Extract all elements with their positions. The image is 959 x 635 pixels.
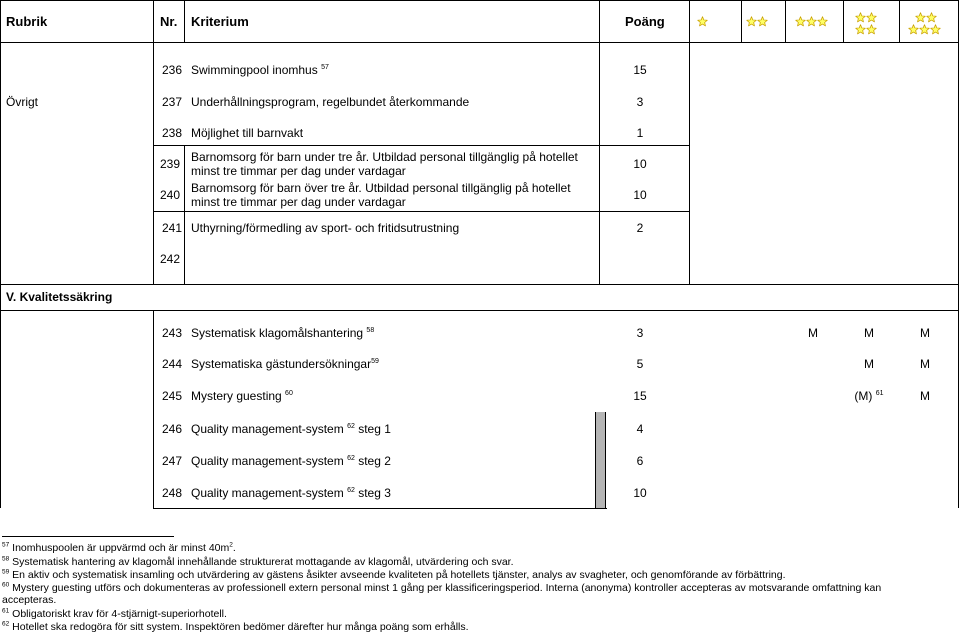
four-star-icon-bottom (855, 24, 877, 35)
rubrik-ovrigt: Övrigt (6, 95, 39, 109)
row-text: Quality management-system $^{62}$ steg 3 (191, 486, 391, 500)
star-icon (866, 12, 877, 23)
row-points: 15 (633, 389, 647, 403)
row-points: 15 (633, 63, 647, 77)
grid-hline (153, 145, 689, 146)
five-star-icon-top (915, 12, 937, 23)
row-text: Systematiska gästundersökningar$^{59}$ (191, 357, 379, 371)
row-nr: 237 (162, 95, 183, 109)
footnote-60: $^{60}$ Mystery guesting utförs och dokumenteras av professionell extern personal minst 1 gång per klassificeringsperiod. Interna (anonyma) kontroller accepteras av motsvarande omfattning kan accepteras. (2, 581, 882, 606)
grid-vline (0, 284, 1, 310)
row-points: 10 (633, 188, 647, 202)
row-text: Underhållningsprogram, regelbundet återkommande (191, 95, 470, 109)
row-nr: 246 (162, 422, 183, 436)
mark-4star: M (864, 357, 874, 371)
header-nr: Nr. (160, 14, 178, 29)
footnote-59: $^{59}$ En aktiv och systematisk insamling och utvärdering av gästens åsikter avseende kvaliteten på hotellets tjänster, analys av svagheter, och genomförande av förbättring. (2, 568, 786, 581)
row-text: Swimmingpool inomhus $^{57}$ (191, 63, 329, 77)
row-text-line1: Barnomsorg för barn under tre år. Utbildad personal tillgänglig på hotellet (191, 150, 578, 164)
mark-5star: M (920, 389, 930, 403)
mark-5star: M (920, 357, 930, 371)
row-points: 10 (633, 157, 647, 171)
row-points: 4 (636, 422, 644, 436)
star-icon (806, 16, 817, 27)
row-points: 5 (636, 357, 644, 371)
star-icon (930, 24, 941, 35)
row-nr: 242 (160, 252, 181, 266)
shaded-bar (596, 412, 605, 508)
footnote-57: $^{57}$ Inomhuspoolen är uppvärmd och är minst $40m^2$. (2, 541, 236, 554)
grid-vline (184, 145, 185, 284)
hdr-vline (899, 0, 900, 43)
row-points: 3 (636, 326, 644, 340)
row-nr: 236 (162, 63, 183, 77)
grid-vline (153, 310, 154, 508)
five-star-icon-bottom (908, 24, 941, 35)
star-icon (757, 16, 768, 27)
grid-vline (595, 412, 596, 508)
footnote-62: $^{62}$ Hotellet ska redogöra för sitt system. Inspektören bedömer därefter hur många poäng som erhålls. (2, 620, 469, 633)
star-icon (919, 24, 930, 35)
grid-hline (0, 284, 959, 285)
row-points: 6 (636, 454, 644, 468)
row-text: Quality management-system $^{62}$ steg 1 (191, 422, 391, 436)
grid-vline (153, 42, 154, 284)
hdr-vline (741, 0, 742, 43)
four-star-icon-top (855, 12, 877, 23)
star-icon (795, 16, 806, 27)
hdr-vline (153, 0, 154, 43)
hdr-vline (0, 0, 1, 43)
mark-4star: (M) $^{61}$ (854, 389, 884, 403)
mark-5star: M (920, 326, 930, 340)
grid-hline (153, 211, 689, 212)
row-text-line2: minst tre timmar per dag under vardagar (191, 164, 406, 178)
star-icon (817, 16, 828, 27)
section-title: V. Kvalitetssäkring (6, 290, 113, 304)
footnote-separator (2, 536, 174, 537)
header-kriterium: Kriterium (191, 14, 249, 29)
star-icon (926, 12, 937, 23)
grid-vline (599, 42, 600, 284)
grid-vline (689, 42, 690, 284)
row-points: 3 (636, 95, 644, 109)
star-icon (908, 24, 919, 35)
row-nr: 240 (160, 188, 181, 202)
header-poang: Poäng (625, 14, 665, 29)
footnote-61: $^{61}$ Obligatoriskt krav för 4-stjärnigt-superiorhotell. (2, 607, 227, 620)
hdr-vline (689, 0, 690, 43)
one-star-icon (697, 16, 708, 27)
header-bottom-border (0, 42, 959, 43)
row-points: 1 (636, 126, 644, 140)
header-rubrik: Rubrik (6, 14, 48, 29)
row-nr: 244 (162, 357, 183, 371)
row-nr: 248 (162, 486, 183, 500)
hdr-vline (184, 0, 185, 43)
three-star-icon (795, 16, 828, 27)
star-icon (855, 24, 866, 35)
footnote-58: $^{58}$ Systematisk hantering av klagomål innehållande strukturerat mottagande av klagomål, utvärdering och svar. (2, 555, 514, 568)
star-icon (866, 24, 877, 35)
mark-3star: M (808, 326, 818, 340)
row-text: Mystery guesting $^{60}$ (191, 389, 293, 403)
row-nr: 238 (162, 126, 183, 140)
two-star-icon (746, 16, 768, 27)
star-icon (915, 12, 926, 23)
row-nr: 243 (162, 326, 183, 340)
grid-hline (0, 310, 959, 311)
row-text-line2: minst tre timmar per dag under vardagar (191, 195, 406, 209)
row-text: Systematisk klagomålshantering $^{58}$ (191, 326, 375, 340)
row-text: Uthyrning/förmedling av sport- och fritidsutrustning (191, 221, 460, 235)
row-text: Quality management-system $^{62}$ steg 2 (191, 454, 391, 468)
row-nr: 245 (162, 389, 183, 403)
hdr-vline (785, 0, 786, 43)
row-text-line1: Barnomsorg för barn över tre år. Utbildad personal tillgänglig på hotellet (191, 181, 571, 195)
hdr-vline (843, 0, 844, 43)
row-nr: 241 (162, 221, 183, 235)
star-icon (697, 16, 708, 27)
row-nr: 247 (162, 454, 183, 468)
hdr-vline (599, 0, 600, 43)
grid-vline (605, 412, 606, 508)
grid-vline (0, 42, 1, 284)
star-icon (746, 16, 757, 27)
grid-vline (0, 310, 1, 508)
star-icon (855, 12, 866, 23)
mark-4star: M (864, 326, 874, 340)
row-points: 2 (636, 221, 644, 235)
header-top-border (0, 0, 959, 1)
row-points: 10 (633, 486, 647, 500)
row-nr: 239 (160, 157, 181, 171)
row-text: Möjlighet till barnvakt (191, 126, 304, 140)
grid-hline (153, 508, 607, 509)
